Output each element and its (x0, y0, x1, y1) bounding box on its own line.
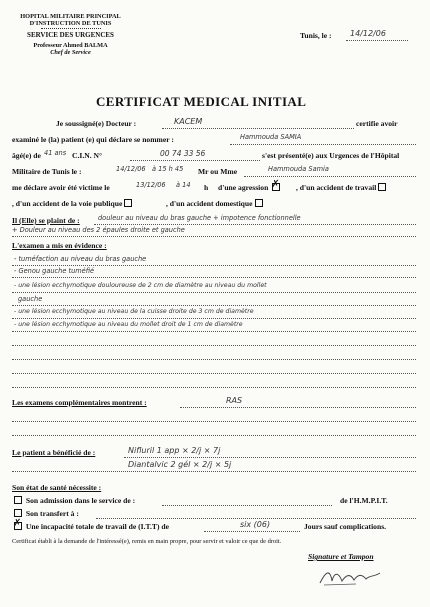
treatment-dotline-2 (12, 471, 416, 472)
mr-mme-label: Mr ou Mme (198, 167, 238, 176)
certificate-statement: Certificat établi à la demande de l'intéressé(e), remis en main propre, pour servir et valoir ce que de droit. (12, 538, 282, 545)
examined-label: examiné le (la) patient (e) qui déclare se nommer : (12, 135, 174, 144)
exam-dotline (12, 265, 416, 266)
work-accident-checkbox[interactable] (378, 183, 386, 191)
incident-time: à 14 (176, 181, 191, 189)
header-divider (41, 28, 101, 29)
complaint-line-2: + Douleur au niveau des 2 épaules droite et gauche (12, 226, 185, 234)
hospital-name: HOPITAL MILITAIRE PRINCIPAL (20, 13, 121, 20)
complaint-dotline-2 (12, 236, 416, 237)
complementary-value: RAS (226, 396, 243, 405)
domestic-label (166, 199, 265, 208)
exam-finding: - Genou gauche tuméfié (14, 267, 95, 275)
patient-name: Hammouda SAMIA (240, 133, 302, 141)
itt-checkbox[interactable] (13, 518, 22, 530)
exam-finding: - une lésion ecchymotique au niveau du mollet droit de 1 cm de diamètre (14, 321, 243, 328)
cin-dotline (130, 160, 260, 161)
road-accident-label (12, 199, 134, 208)
aggression-checkbox[interactable] (271, 179, 280, 191)
itt-suffix: Jours sauf complications. (304, 522, 387, 531)
certificate-date: 14/12/06 (350, 29, 386, 38)
doctor-name: KACEM (174, 117, 203, 126)
health-label: Son état de santé nécessite : (12, 483, 102, 492)
admission-suffix: de l'H.M.P.I.T. (340, 496, 388, 505)
work-accident-label (296, 183, 388, 192)
treatment-dotline (124, 457, 416, 458)
service-name: SERVICE DES URGENCES (27, 31, 114, 40)
chef-role: Chef de Service (50, 48, 91, 56)
transfer-checkbox[interactable] (14, 509, 22, 517)
itt-text: Une incapacité totale de travail de (I.T.T) de (25, 522, 169, 531)
transfer-row (12, 509, 79, 518)
visit-time: à 15 h 45 (152, 165, 184, 173)
military-label: Militaire de Tunis le : (12, 167, 82, 176)
presented-label: s'est présenté(e) aux Urgences de l'Hôpital (262, 151, 400, 160)
patient-dotline (230, 144, 416, 145)
complaint-label: Il (Elle) se plaint de : (12, 216, 80, 225)
exam-finding: - une lésion ecchymotique au niveau de la cuisse droite de 3 cm de diamètre (14, 308, 254, 315)
complementary-dotline (180, 407, 416, 408)
complementary-label: Les examens complémentaires montrent : (12, 398, 147, 407)
doctor-label: Je soussigné(e) Docteur : (56, 119, 137, 128)
treatment-label: Le patient a bénéficié de : (12, 448, 96, 457)
complaint-dotline-1 (94, 224, 416, 225)
signature-label: Signature et Tampon (308, 552, 374, 561)
admission-dotline (162, 505, 332, 506)
aggression-text: d'une agression (218, 183, 269, 192)
cin-value: 00 74 33 56 (160, 149, 206, 158)
exam-dotline (12, 305, 416, 306)
itt-value: six (06) (240, 520, 271, 529)
aggression-label (218, 179, 282, 192)
patient-name-2: Hammouda Samia (268, 165, 329, 173)
transfer-dotline (96, 518, 416, 519)
complementary-dotline-3 (12, 435, 416, 436)
exam-finding: - tuméfaction au niveau du bras gauche (14, 255, 147, 263)
exam-dotline (12, 359, 416, 360)
exam-dotline (12, 331, 416, 332)
check-mark-icon: ✗ (13, 518, 22, 529)
doctor-suffix: certifie avoir (356, 119, 398, 128)
exam-dotline (12, 345, 416, 346)
victim-label: me déclare avoir été victime le (12, 183, 110, 192)
itt-row (12, 518, 169, 531)
place-date-label: Tunis, le : (300, 31, 332, 40)
exam-dotline (12, 318, 416, 319)
complaint-line-1: douleur au niveau du bras gauche + impotence fonctionnelle (98, 214, 301, 222)
exam-label: L'examen a mis en évidence : (12, 241, 107, 250)
exam-finding: - une lésion ecchymotique douloureuse de 2 cm de diamètre au niveau du mollet (14, 282, 267, 289)
complementary-dotline-2 (12, 421, 416, 422)
hospital-name-line2: D'INSTRUCTION DE TUNIS (29, 20, 112, 28)
transfer-text: Son transfert à : (25, 509, 79, 518)
exam-dotline (12, 292, 416, 293)
road-accident-text: , d'un accident de la voie publique (12, 199, 123, 208)
treatment-line-1: Nifluril 1 app × 2/j × 7j (128, 446, 221, 455)
road-accident-checkbox[interactable] (124, 199, 132, 207)
certificate-title: CERTIFICAT MEDICAL INITIAL (96, 94, 307, 109)
exam-dotline (12, 277, 416, 278)
exam-finding: gauche (18, 295, 43, 303)
work-accident-text: , d'un accident de travail (296, 183, 377, 192)
doctor-dotline (162, 128, 354, 129)
treatment-line-2: Diantalvic 2 gél × 2/j × 5j (128, 460, 232, 469)
admission-row (12, 496, 135, 505)
hospital-header (8, 13, 133, 56)
incident-date: 13/12/06 (136, 181, 166, 189)
domestic-text: , d'un accident domestique (166, 199, 253, 208)
incident-h: h (204, 183, 209, 192)
admission-text: Son admission dans le service de : (25, 496, 136, 505)
check-mark-icon: ✗ (271, 179, 280, 190)
signature-icon (316, 565, 386, 589)
cin-label: C.I.N. N° (72, 151, 103, 160)
age-value: 41 ans (44, 149, 67, 157)
visit-date: 14/12/06 (116, 165, 146, 173)
domestic-checkbox[interactable] (255, 199, 263, 207)
admission-checkbox[interactable] (14, 496, 22, 504)
signature-scribble (316, 565, 386, 589)
itt-dotline (204, 531, 300, 532)
date-dotline (346, 40, 408, 41)
exam-dotline (12, 373, 416, 374)
age-label: âgé(e) de (12, 151, 41, 160)
name2-dotline (244, 176, 416, 177)
exam-dotline (12, 387, 416, 388)
professor-name: Professeur Ahmed BALMA (33, 41, 108, 49)
